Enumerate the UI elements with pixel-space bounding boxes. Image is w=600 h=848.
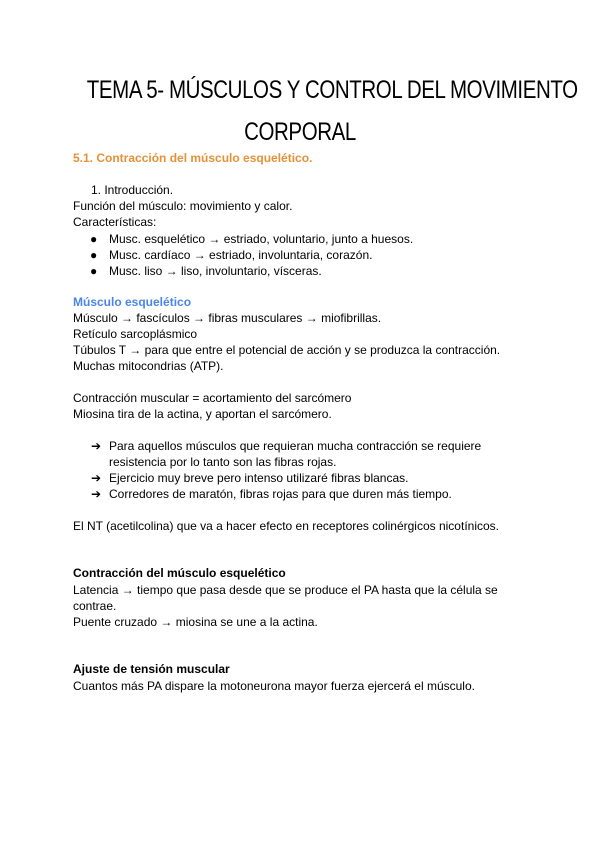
contraccion-heading: Contracción del músculo esquelético <box>73 566 286 580</box>
bullet-icon: ● <box>90 248 98 262</box>
numbered-item-intro: 1. Introducción. <box>91 183 174 197</box>
body-line: Retículo sarcoplásmico <box>73 327 198 341</box>
subheading-musculo: Músculo esquelético <box>73 295 192 309</box>
funcion-text: Función del músculo: movimiento y calor. <box>73 199 293 213</box>
page-title-line-2: CORPORAL <box>244 118 356 146</box>
caracteristicas-label: Características: <box>73 215 157 229</box>
arrow-icon: ➔ <box>91 471 102 485</box>
body-line: Cuantos más PA dispare la motoneurona mayor fuerza ejercerá el músculo. <box>73 679 475 693</box>
ajuste-heading: Ajuste de tensión muscular <box>73 662 230 676</box>
page-title-line-1: TEMA 5- MÚSCULOS Y CONTROL DEL MOVIMIENTO <box>86 76 578 104</box>
bullet-item: Musc. cardíaco → estriado, involuntaria, corazón. <box>109 248 373 262</box>
body-line: Latencia → tiempo que pasa desde que se produce el PA hasta que la célula se <box>73 583 498 597</box>
body-line: Muchas mitocondrias (ATP). <box>73 359 224 373</box>
arrow-item: Ejercicio muy breve pero intenso utilizaré fibras blancas. <box>109 471 409 485</box>
arrow-item-continuation: resistencia por lo tanto son las fibras rojas. <box>109 455 337 469</box>
arrow-icon: ➔ <box>91 487 102 501</box>
body-line: contrae. <box>73 599 117 613</box>
body-line: Miosina tira de la actina, y aportan el sarcómero. <box>73 407 332 421</box>
arrow-item: Para aquellos músculos que requieran mucha contracción se requiere <box>109 439 482 453</box>
arrow-item: Corredores de maratón, fibras rojas para que duren más tiempo. <box>109 487 452 501</box>
nt-text: El NT (acetilcolina) que va a hacer efecto en receptores colinérgicos nicotínicos. <box>73 519 499 533</box>
arrow-icon: ➔ <box>91 439 102 453</box>
body-line: Músculo → fascículos → fibras musculares → miofibrillas. <box>73 311 382 325</box>
bullet-item: Musc. liso → liso, involuntario, vísceras. <box>109 264 322 278</box>
section-heading: 5.1. Contracción del músculo esquelético. <box>73 151 313 165</box>
bullet-item: Musc. esquelético → estriado, voluntario, junto a huesos. <box>109 232 414 246</box>
body-line: Puente cruzado → miosina se une a la actina. <box>73 615 318 629</box>
bullet-icon: ● <box>90 264 98 278</box>
body-line: Túbulos T → para que entre el potencial de acción y se produzca la contracción. <box>73 343 501 357</box>
body-line: Contracción muscular = acortamiento del sarcómero <box>73 391 352 405</box>
bullet-icon: ● <box>90 232 98 246</box>
